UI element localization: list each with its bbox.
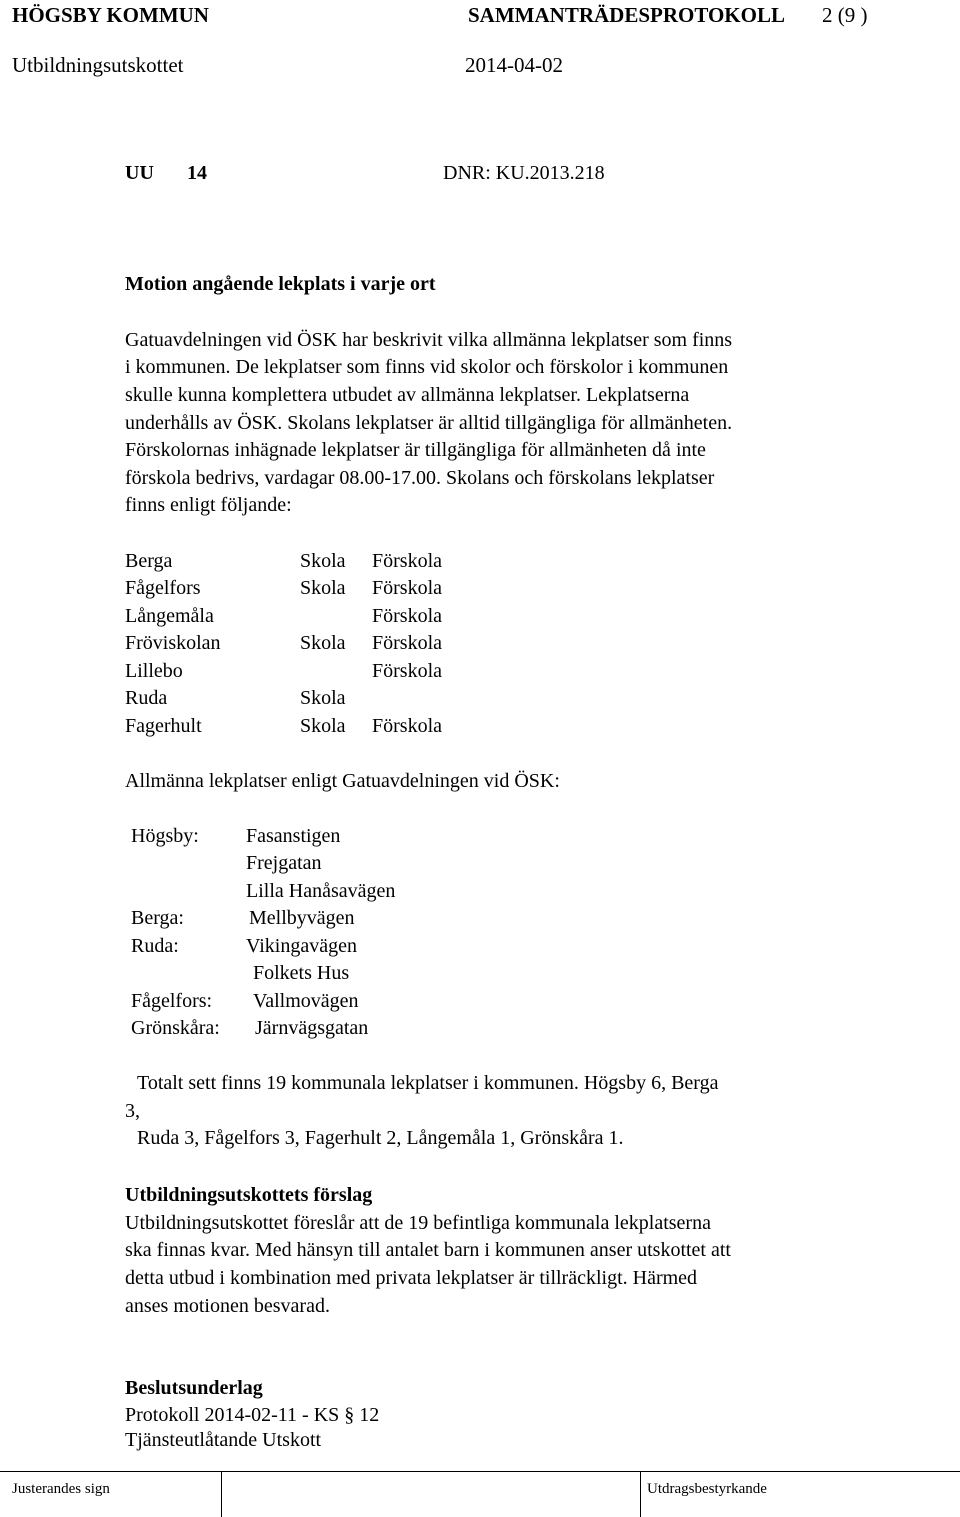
table-skola: Skola [300,577,346,599]
public-street: Mellbyvägen [249,907,355,929]
public-place: Högsby: [131,825,199,847]
proposal-line: anses motionen besvarad. [125,1295,330,1317]
org-name: HÖGSBY KOMMUN [12,3,209,27]
committee-name: Utbildningsutskottet [12,53,184,77]
public-street: Järnvägsgatan [255,1017,369,1039]
table-place: Lillebo [125,660,183,682]
case-number: 14 [187,162,207,184]
public-street: Vallmovägen [253,990,359,1012]
basis-line: Tjänsteutlåtande Utskott [125,1429,322,1451]
public-street: Lilla Hanåsavägen [246,880,396,902]
page-number: 2 (9 ) [822,3,868,27]
public-heading: Allmänna lekplatser enligt Gatuavdelningen vid ÖSK: [125,770,560,792]
public-place: Fågelfors: [131,990,213,1012]
proposal-line: detta utbud i kombination med privata lekplatser är tillräckligt. Härmed [125,1267,698,1289]
table-forskola: Förskola [372,577,442,599]
dnr: DNR: KU.2013.218 [443,162,605,184]
footer-certify-label: Utdragsbestyrkande [647,1481,767,1497]
proposal-heading: Utbildningsutskottets förslag [125,1184,373,1206]
public-street: Fasanstigen [246,825,341,847]
intro-line: finns enligt följande: [125,494,292,516]
intro-line: förskola bedrivs, vardagar 08.00-17.00. Skolans och förskolans lekplatser [125,467,715,489]
table-place: Fågelfors [125,577,201,599]
meeting-date: 2014-04-02 [465,53,563,77]
footer-separator [221,1471,222,1517]
public-street: Frejgatan [246,852,322,874]
table-skola: Skola [300,715,346,737]
footer-divider [0,1471,960,1472]
intro-line: skulle kunna komplettera utbudet av allmänna lekplatser. Lekplatserna [125,384,690,406]
public-street: Folkets Hus [253,962,350,984]
public-place: Grönskåra: [131,1017,220,1039]
footer-sign-label: Justerandes sign [12,1481,110,1497]
table-forskola: Förskola [372,605,442,627]
table-forskola: Förskola [372,660,442,682]
table-forskola: Förskola [372,550,442,572]
table-skola: Skola [300,550,346,572]
table-place: Långemåla [125,605,214,627]
totals-line: Totalt sett finns 19 kommunala lekplatser i kommunen. Högsby 6, Berga [137,1072,719,1094]
public-place: Berga: [131,907,184,929]
table-forskola: Förskola [372,632,442,654]
public-street: Vikingavägen [246,935,357,957]
basis-heading: Beslutsunderlag [125,1377,263,1399]
table-place: Fagerhult [125,715,202,737]
intro-line: underhålls av ÖSK. Skolans lekplatser är alltid tillgängliga för allmänheten. [125,412,733,434]
totals-line: 3, [125,1100,140,1122]
totals-line: Ruda 3, Fågelfors 3, Fagerhult 2, Långemåla 1, Grönskåra 1. [137,1127,624,1149]
table-place: Fröviskolan [125,632,221,654]
intro-line: Gatuavdelningen vid ÖSK har beskrivit vilka allmänna lekplatser som finns [125,329,733,351]
case-label: UU [125,162,154,184]
proposal-line: ska finnas kvar. Med hänsyn till antalet barn i kommunen anser utskottet att [125,1239,731,1261]
table-skola: Skola [300,632,346,654]
table-place: Berga [125,550,173,572]
document-type: SAMMANTRÄDESPROTOKOLL [468,3,785,27]
intro-line: Förskolornas inhägnade lekplatser är tillgängliga för allmänheten då inte [125,439,706,461]
proposal-line: Utbildningsutskottet föreslår att de 19 befintliga kommunala lekplatserna [125,1212,711,1234]
table-forskola: Förskola [372,715,442,737]
table-skola: Skola [300,687,346,709]
public-place: Ruda: [131,935,179,957]
page-title: Motion angående lekplats i varje ort [125,273,436,295]
footer-separator [640,1471,641,1517]
intro-line: i kommunen. De lekplatser som finns vid skolor och förskolor i kommunen [125,356,729,378]
basis-line: Protokoll 2014-02-11 - KS § 12 [125,1404,380,1426]
table-place: Ruda [125,687,168,709]
